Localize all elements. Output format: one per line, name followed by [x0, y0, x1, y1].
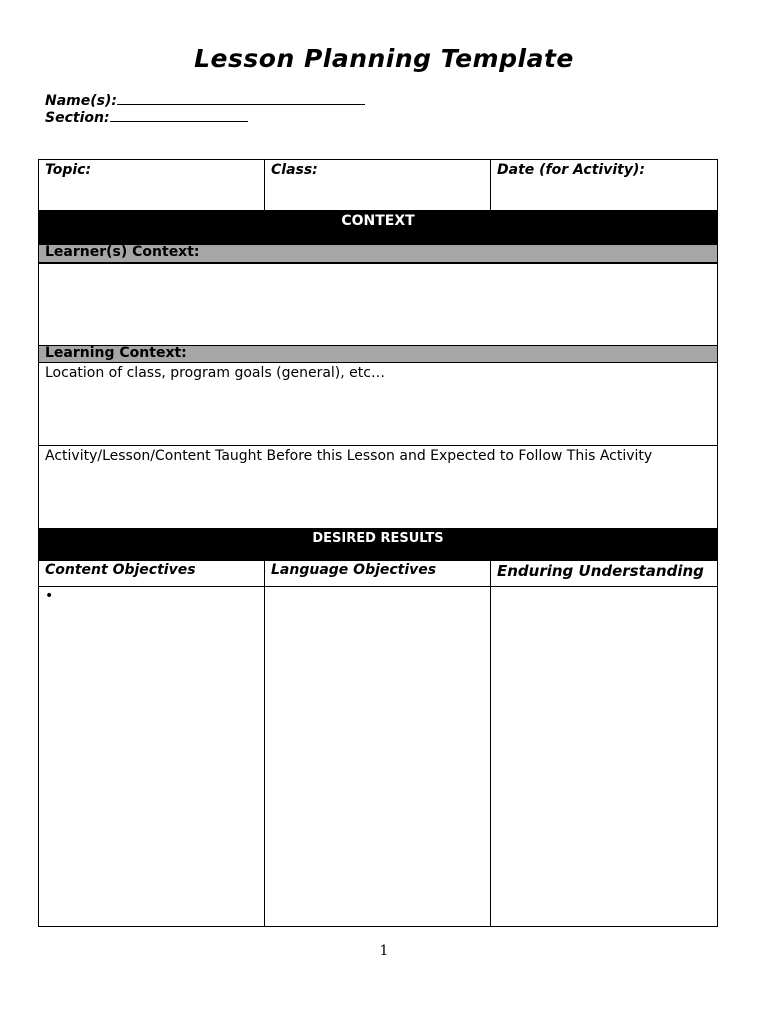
language-objectives-header	[265, 561, 491, 587]
content-objectives-label: Content Objectives	[45, 562, 196, 578]
name-blank-line[interactable]	[117, 92, 365, 105]
bullet-point: •	[45, 588, 54, 604]
activity-cell[interactable]	[39, 446, 718, 529]
topic-label: Topic:	[45, 162, 92, 178]
learners-context-cell[interactable]	[39, 263, 718, 346]
class-cell[interactable]	[265, 160, 491, 211]
name-label: Name(s):	[45, 93, 117, 109]
desired-results-heading: DESIRED RESULTS	[312, 531, 444, 546]
content-objectives-header	[39, 561, 265, 587]
desired-results-band	[39, 529, 718, 561]
date-cell[interactable]	[491, 160, 718, 211]
learners-context-band	[39, 245, 718, 263]
section-blank-line[interactable]	[110, 109, 248, 122]
section-label: Section:	[45, 110, 110, 126]
page-title: Lesson Planning Template	[194, 44, 574, 73]
class-label: Class:	[271, 162, 318, 178]
date-label: Date (for Activity):	[497, 162, 645, 178]
enduring-understanding-header	[491, 561, 718, 587]
learning-context-cell[interactable]	[39, 363, 718, 446]
enduring-understanding-cell[interactable]	[491, 587, 718, 927]
learning-context-band	[39, 346, 718, 363]
page-number: 1	[379, 943, 389, 959]
enduring-understanding-label: Enduring Understanding	[497, 562, 704, 580]
topic-cell[interactable]	[39, 160, 265, 211]
learning-context-label: Learning Context:	[45, 345, 187, 361]
content-objectives-cell[interactable]	[39, 587, 265, 927]
language-objectives-cell[interactable]	[265, 587, 491, 927]
learning-context-text: Location of class, program goals (general), etc…	[45, 365, 385, 381]
language-objectives-label: Language Objectives	[271, 562, 437, 578]
activity-text: Activity/Lesson/Content Taught Before this Lesson and Expected to Follow This Activity	[45, 448, 653, 464]
context-band	[39, 211, 718, 245]
context-heading: CONTEXT	[341, 213, 415, 229]
name-field[interactable]	[45, 92, 365, 109]
learners-context-label: Learner(s) Context:	[45, 244, 200, 260]
section-field[interactable]	[45, 109, 248, 126]
lesson-plan-table	[38, 159, 718, 927]
